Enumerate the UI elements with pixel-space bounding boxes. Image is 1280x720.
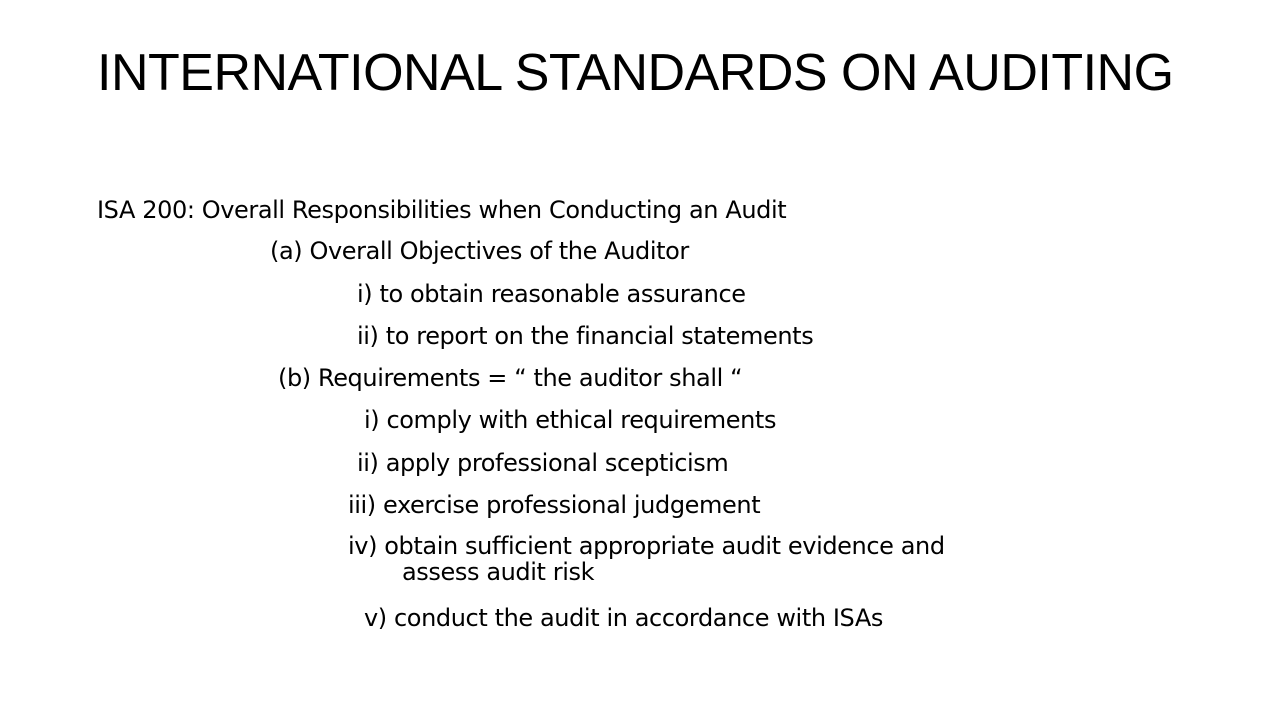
requirement-item-4-text: iv) obtain sufficient appropriate audit evidence and (348, 532, 945, 560)
objectives-heading: (a) Overall Objectives of the Auditor (270, 237, 689, 265)
requirement-item-4-continuation: assess audit risk (402, 558, 595, 586)
requirement-item-2: ii) apply professional scepticism (357, 449, 729, 477)
objective-item-2: ii) to report on the financial statements (357, 322, 814, 350)
requirement-item-5: v) conduct the audit in accordance with ISAs (364, 604, 883, 632)
isa-200-heading: ISA 200: Overall Responsibilities when Conducting an Audit (97, 196, 787, 224)
requirement-item-4 (348, 533, 945, 585)
objective-item-1: i) to obtain reasonable assurance (357, 280, 746, 308)
slide-title: INTERNATIONAL STANDARDS ON AUDITING (97, 44, 1174, 102)
requirement-item-3: iii) exercise professional judgement (348, 491, 761, 519)
requirements-heading: (b) Requirements = “ the auditor shall “ (278, 364, 743, 392)
requirement-item-1: i) comply with ethical requirements (364, 406, 777, 434)
